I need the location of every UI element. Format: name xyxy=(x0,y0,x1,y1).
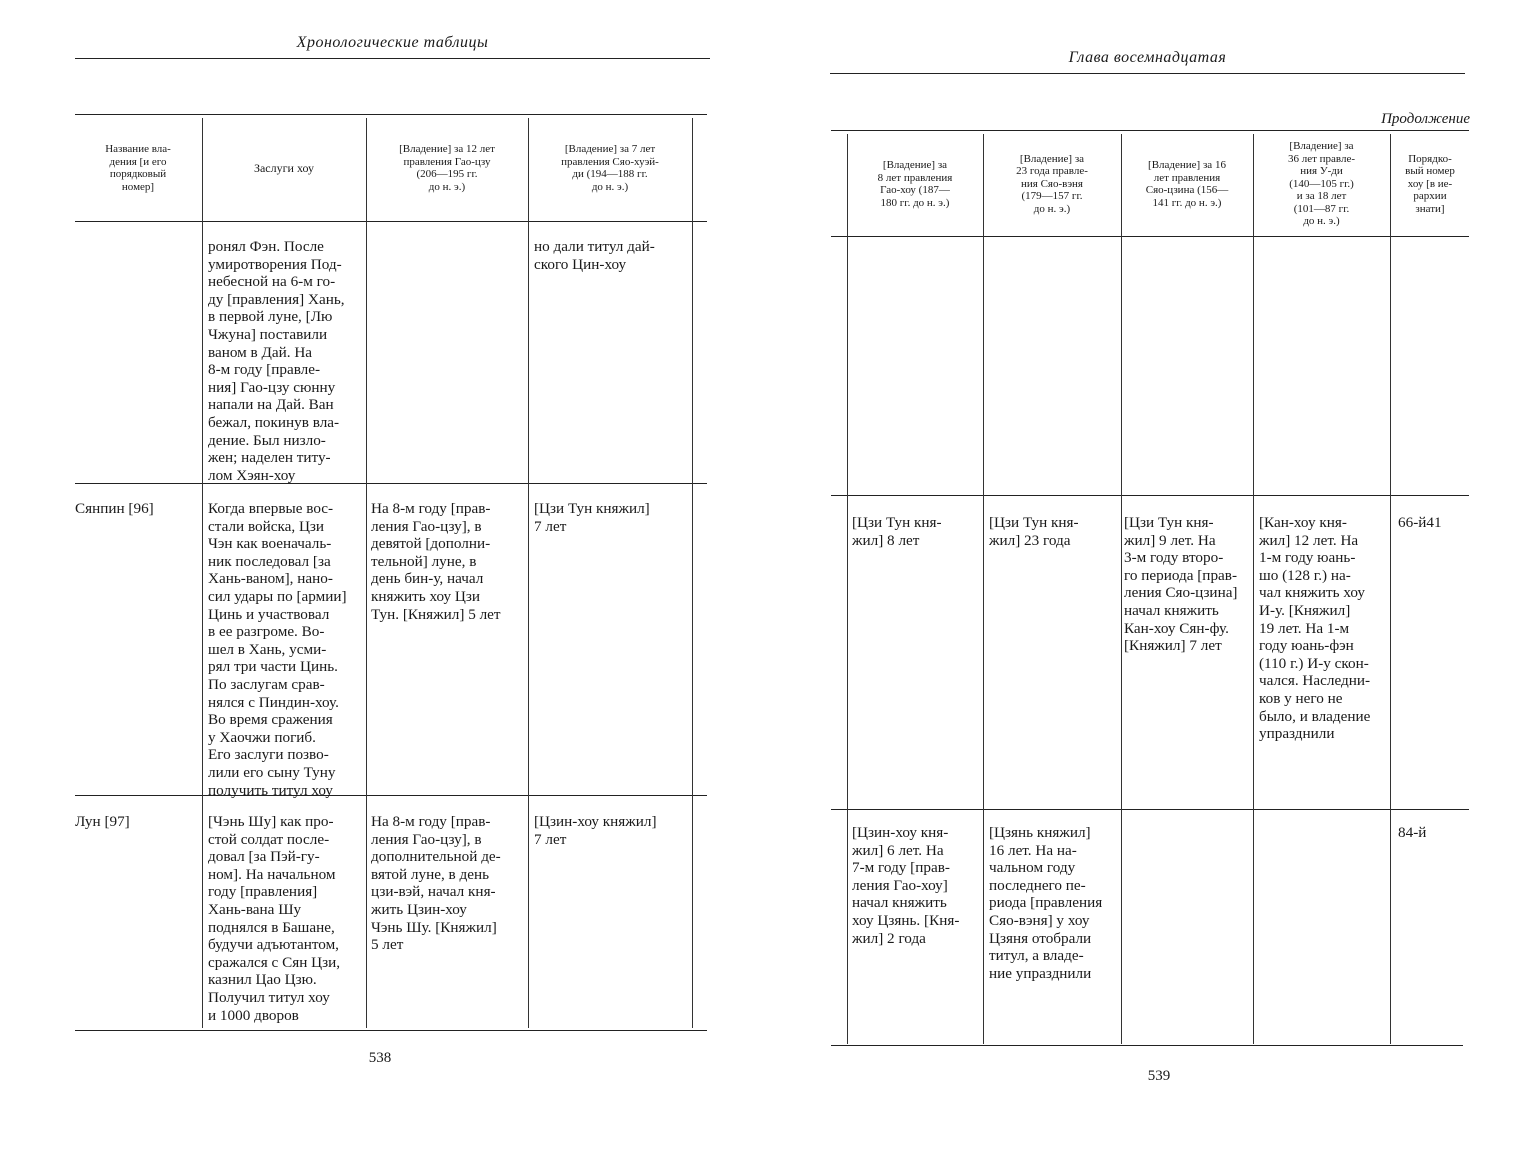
cell-gaozu: На 8-м году [прав- ления Гао-цзу], в девятой [дополни- тельной] луне, в день бин-у, начал княжить хоу Цзи Тун. [Княжил] 5 лет xyxy=(371,500,501,623)
cell-wen: [Цзи Тун кня- жил] 23 года xyxy=(989,514,1079,549)
cell-huidi: [Цзи Тун княжил] 7 лет xyxy=(534,500,650,535)
column-header-jing: [Владение] за 16 лет правления Сяо-цзина (156— 141 гг. до н. э.) xyxy=(1145,159,1229,209)
cell-merits: [Чэнь Шу] как про- стой солдат после- довал [за Пэй-гу- ном]. На начальном году [правления] Хань-вана Шу поднялся в Башане, будучи адъютантом, сражался с Сян Цзи, казнил Цао Цзю. Получил титул хоу и 1000 дворов xyxy=(208,813,341,1024)
cell-huidi: [Цзин-хоу княжил] 7 лет xyxy=(534,813,657,848)
cell-gaohou: [Цзи Тун кня- жил] 8 лет xyxy=(852,514,942,549)
column-line xyxy=(1253,134,1254,1044)
cell-jing: [Цзи Тун кня- жил] 9 лет. На 3-м году второ- го периода [прав- ления Сяо-цзина] начал княжить Кан-хоу Сян-фу. [Княжил] 7 лет xyxy=(1124,514,1238,655)
column-line xyxy=(692,118,693,1028)
row-divider xyxy=(75,795,707,796)
page-number: 538 xyxy=(368,1050,392,1066)
column-line xyxy=(1390,134,1391,1044)
cell-wudi: [Кан-хоу кня- жил] 12 лет. На 1-м году юань- шо (128 г.) на- чал княжить хоу И-у. [Княжил] 19 лет. На 1-м году юань-фэн (110 г.) И-у скон- чался. Наследни- ков у него не было, и владение упразднили xyxy=(1259,514,1371,743)
column-line xyxy=(847,134,848,1044)
table-top-rule xyxy=(75,114,707,115)
column-line xyxy=(366,118,367,1028)
column-header-merits: Заслуги хоу xyxy=(253,160,315,175)
table-header-rule xyxy=(75,221,707,222)
column-header-wudi: [Владение] за 36 лет правле- ния У-ди (140—105 гг.) и за 18 лет (101—87 гг. до н. э.) xyxy=(1287,140,1356,228)
column-line xyxy=(528,118,529,1028)
column-header-wen: [Владение] за 23 года правле- ния Сяо-вэня (179—157 гг. до н. э.) xyxy=(1016,152,1088,215)
table-bottom-rule xyxy=(831,1045,1463,1046)
column-line xyxy=(983,134,984,1044)
continuation-label: Продолжение xyxy=(1381,111,1470,127)
row-divider xyxy=(75,483,707,484)
cell-wen: [Цзянь княжил] 16 лет. На на- чальном году последнего пе- риода [правления Сяо-вэня] у хоу Цзяня отобрали титул, а владе- ние упразднили xyxy=(989,824,1103,982)
cell-merits: ронял Фэн. После умиротворения Под- небесной на 6-м го- ду [правления] Хань, в первой луне, [Лю Чжуна] поставили ваном в Дай. На 8-м году [правле- ния] Гао-цзу сюнну напали на Дай. Ван бежал, покинув вла- дение. Был низло- жен; наделен титу- лом Хэян-хоу xyxy=(208,238,345,484)
column-header-name: Название вла- дения [и его порядковый номер] xyxy=(105,143,171,193)
cell-huidi: но дали титул дай- ского Цин-хоу xyxy=(534,238,655,273)
table-bottom-rule xyxy=(75,1030,707,1031)
right-page xyxy=(769,0,1538,1158)
cell-rank: 84-й xyxy=(1398,824,1427,841)
cell-merits: Когда впервые вос- стали войска, Цзи Чэн как военачаль- ник последовал [за Хань-ваном], нано- сил удары по [армии] Цинь и участвовал в ее разгроме. Во- шел в Хань, усми- рял три части Цинь. По заслугам срав- нялся с Пиндин-хоу. Во время сражения у Хаочжи погиб. Его заслуги позво- лили его сыну Туну получить титул хоу xyxy=(208,500,347,799)
header-rule xyxy=(75,58,710,59)
header-rule xyxy=(830,73,1465,74)
column-header-huidi: [Владение] за 7 лет правления Сяо-хуэй- ди (194—188 гг. до н. э.) xyxy=(561,143,659,193)
column-header-gaozu: [Владение] за 12 лет правления Гао-цзу (206—195 гг. до н. э.) xyxy=(399,143,495,193)
running-head: Глава восемнадцатая xyxy=(1068,49,1227,66)
column-line xyxy=(1121,134,1122,1044)
page-number: 539 xyxy=(1147,1068,1171,1084)
table-header-rule xyxy=(831,236,1469,237)
column-header-rank: Порядко- вый номер хоу [в ие- рархии знати] xyxy=(1405,152,1455,215)
column-header-gaohou: [Владение] за 8 лет правления Гао-хоу (187— 180 гг. до н. э.) xyxy=(877,159,953,209)
running-head: Хронологические таблицы xyxy=(296,34,489,51)
cell-gaohou: [Цзин-хоу кня- жил] 6 лет. На 7-м году [прав- ления Гао-хоу] начал княжить хоу Цзянь. [Кня- жил] 2 года xyxy=(852,824,960,947)
cell-name: Сянпин [96] xyxy=(75,500,154,517)
row-divider xyxy=(831,809,1469,810)
row-divider xyxy=(831,495,1469,496)
cell-name: Лун [97] xyxy=(75,813,130,830)
column-line xyxy=(202,118,203,1028)
cell-rank: 66-й41 xyxy=(1398,514,1442,531)
table-top-rule xyxy=(831,130,1469,131)
cell-gaozu: На 8-м году [прав- ления Гао-цзу], в дополнительной де- вятой луне, в день цзи-вэй, начал кня- жить Цзин-хоу Чэнь Шу. [Княжил] 5 лет xyxy=(371,813,501,954)
